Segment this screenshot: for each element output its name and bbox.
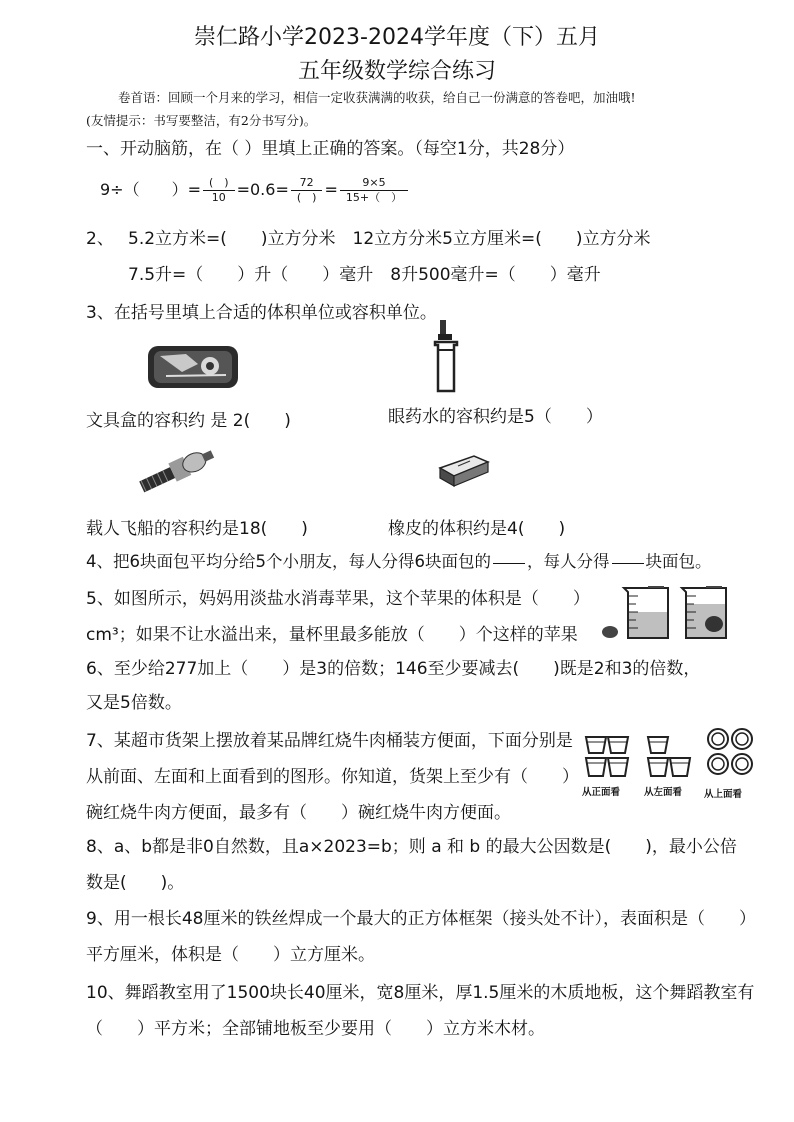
q2-line-1: 5.2立方米=( )立方分米 12立方分米5立方厘米=( )立方分米	[128, 229, 651, 249]
q1-eq: =	[324, 180, 338, 199]
q1-start: 9÷（ ）=	[100, 180, 201, 199]
q8-line-1: 8、a、b都是非0自然数，且a×2023=b；则 a 和 b 的最大公因数是( )，最小公倍	[86, 837, 737, 857]
q5-line-1: 5、如图所示，妈妈用淡盐水消毒苹果，这个苹果的体积是（ ）	[86, 589, 590, 609]
preface-text: 卷首语：回顾一个月来的学习，相信一定收获满满的收获，给自己一份满意的答卷吧，加油哦!	[118, 90, 636, 105]
eye-drop-bottle-image	[428, 318, 464, 394]
measuring-cups-image	[598, 582, 758, 642]
q1-mid: =0.6=	[236, 180, 289, 199]
spacecraft-image	[136, 442, 220, 498]
section-heading: 一、开动脑筋，在（ ）里填上正确的答案。（每空1分，共28分）	[86, 139, 575, 159]
q3-text: 3、在括号里填上合适的体积单位或容积单位。	[86, 303, 437, 323]
question-1	[100, 176, 410, 205]
left-view-figure	[646, 734, 692, 780]
q1-fraction-1: $\frac{( )}{10}$	[203, 176, 235, 205]
q1-fraction-2: $\frac{72}{( )}$	[291, 176, 323, 205]
top-view-figure	[706, 726, 754, 778]
q7-line-3: 碗红烧牛肉方便面，最多有（ ）碗红烧牛肉方便面。	[86, 803, 511, 823]
q2-number: 2、	[86, 229, 114, 249]
q4-fraction-blank-1[interactable]	[491, 552, 527, 574]
pencil-case-image	[146, 342, 240, 392]
page-subtitle: 五年级数学综合练习	[297, 59, 496, 84]
q10-line-2: （ ）平方米；全部铺地板至少要用（ ）立方米木材。	[86, 1019, 545, 1039]
q6-line-2: 又是5倍数。	[86, 693, 182, 713]
top-view-caption: 从上面看	[704, 789, 743, 800]
front-view-figure	[584, 734, 630, 780]
q4-fraction-blank-2[interactable]	[610, 552, 646, 574]
q10-line-1: 10、舞蹈教室用了1500块长40厘米，宽8厘米，厚1.5厘米的木质地板，这个舞蹈教室有	[86, 983, 755, 1003]
q3-item-3: 载人飞船的容积约是18( )	[86, 519, 308, 539]
q1-fraction-3: $\frac{9\times 5}{15+( )}$	[340, 176, 408, 205]
q7-line-2: 从前面、左面和上面看到的图形。你知道，货架上至少有（ ）	[86, 767, 579, 787]
eraser-image	[436, 446, 492, 488]
q3-item-1: 文具盒的容积约 是 2( )	[86, 411, 291, 431]
question-4	[86, 548, 712, 574]
q7-line-1: 7、某超市货架上摆放着某品牌红烧牛肉桶装方便面，下面分别是	[86, 731, 573, 751]
q2-line-2: 7.5升=（ ）升（ ）毫升 8升500毫升=（ ）毫升	[128, 265, 601, 285]
q3-item-4: 橡皮的体积约是4( )	[388, 519, 566, 539]
tip-text: (友情提示：书写要整洁，有2分书写分)。	[86, 113, 317, 128]
q6-line-1: 6、至少给277加上（ ）是3的倍数；146至少要减去( )既是2和3的倍数，	[86, 659, 701, 679]
q4-part-2: ，每人分得	[527, 552, 610, 571]
q5-line-2: cm³；如果不让水溢出来，量杯里最多能放（ ）个这样的苹果	[86, 625, 578, 645]
left-view-caption: 从左面看	[644, 787, 683, 798]
q8-line-2: 数是( )。	[86, 873, 185, 893]
q9-line-1: 9、用一根长48厘米的铁丝焊成一个最大的正方体框架（接头处不计），表面积是（ ）	[86, 909, 756, 929]
page-title: 崇仁路小学2023-2024学年度（下）五月	[194, 25, 600, 50]
front-view-caption: 从正面看	[582, 787, 621, 798]
q4-part-1: 4、把6块面包平均分给5个小朋友，每人分得6块面包的	[86, 552, 491, 571]
q3-item-2: 眼药水的容积约是5（ ）	[388, 407, 603, 427]
q4-part-3: 块面包。	[645, 552, 712, 571]
q9-line-2: 平方厘米，体积是（ ）立方厘米。	[86, 945, 375, 965]
